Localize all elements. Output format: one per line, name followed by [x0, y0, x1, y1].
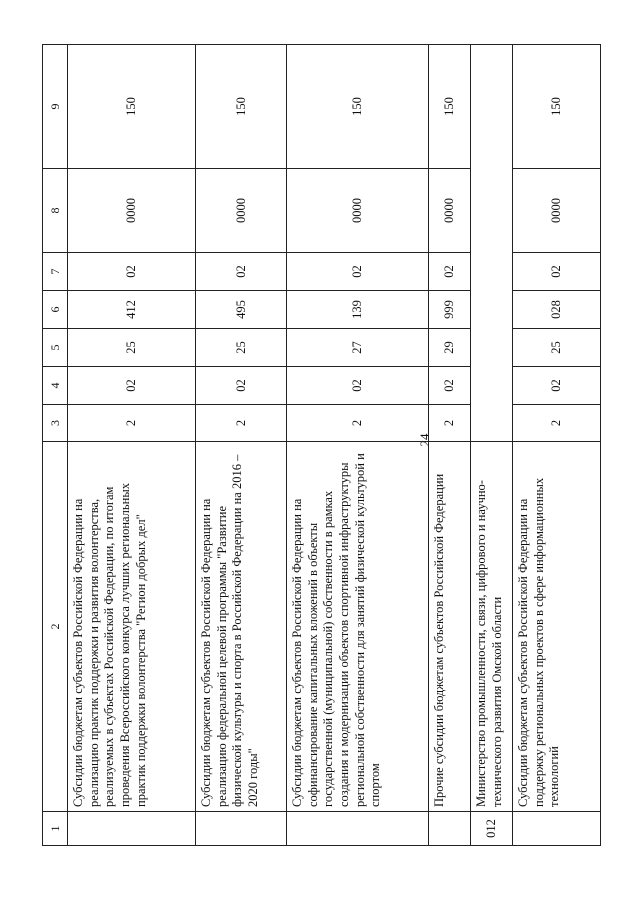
code-cell: 150 — [429, 45, 471, 169]
description-cell: Субсидии бюджетам субъектов Российской Федерации на реализацию практик поддержки и развития волонтерства, реализуемых в субъектах Российской Федерации, по итогам проведения Всероссийского конкурса лучших региональных практик поддержки волонтерства "Регион добрых дел" — [68, 442, 196, 812]
budget-classification-table — [42, 44, 601, 846]
code-cell: 02 — [429, 367, 471, 405]
admin-code-cell — [68, 812, 196, 846]
code-cell: 0000 — [429, 169, 471, 253]
table-row — [68, 45, 196, 846]
code-cell: 02 — [196, 253, 287, 291]
code-cell: 29 — [429, 329, 471, 367]
table-row — [196, 45, 287, 846]
code-cell: 02 — [196, 367, 287, 405]
table-row — [513, 45, 601, 846]
code-cell: 2 — [68, 405, 196, 442]
code-cell: 02 — [513, 253, 601, 291]
admin-code-cell — [287, 812, 429, 846]
description-cell: Прочие субсидии бюджетам субъектов Российской Федерации — [429, 442, 471, 812]
code-cell: 139 — [287, 291, 429, 329]
code-cell: 999 — [429, 291, 471, 329]
code-cell: 150 — [287, 45, 429, 169]
code-cell: 150 — [196, 45, 287, 169]
code-cell: 27 — [287, 329, 429, 367]
code-cell: 02 — [68, 367, 196, 405]
column-number: 5 — [43, 329, 68, 367]
column-number: 2 — [43, 442, 68, 812]
code-cell: 412 — [68, 291, 196, 329]
description-cell: Субсидии бюджетам субъектов Российской Федерации на реализацию федеральной целевой программы "Развитие физической культуры и спорта в Российской Федерации на 2016 – 2020 годы" — [196, 442, 287, 812]
code-cell: 02 — [513, 367, 601, 405]
rotated-table-frame — [42, 45, 599, 846]
column-number-row — [43, 45, 68, 846]
code-cell: 02 — [287, 253, 429, 291]
column-number: 7 — [43, 253, 68, 291]
code-cell: 25 — [196, 329, 287, 367]
code-cell: 02 — [287, 367, 429, 405]
description-cell: Субсидии бюджетам субъектов Российской Федерации на поддержку региональных проектов в сфере информационных технологий — [513, 442, 601, 812]
admin-code-cell — [196, 812, 287, 846]
column-number: 6 — [43, 291, 68, 329]
empty-code-span — [471, 45, 513, 442]
code-cell: 0000 — [196, 169, 287, 253]
code-cell: 02 — [68, 253, 196, 291]
code-cell: 0000 — [68, 169, 196, 253]
description-cell: Субсидии бюджетам субъектов Российской Федерации на софинансирование капитальных вложений в объекты государственной (муниципальной) собственности в рамках создания и модернизации объектов спортивной инфраструктуры региональной собственности для занятий физической культурой и спортом — [287, 442, 429, 812]
column-number: 8 — [43, 169, 68, 253]
page-number: 24 — [417, 433, 432, 447]
column-number: 1 — [43, 812, 68, 846]
table-row — [429, 45, 471, 846]
code-cell: 0000 — [513, 169, 601, 253]
admin-code-cell — [513, 812, 601, 846]
code-cell: 2 — [196, 405, 287, 442]
code-cell: 25 — [68, 329, 196, 367]
code-cell: 028 — [513, 291, 601, 329]
code-cell: 2 — [429, 405, 471, 442]
column-number: 3 — [43, 405, 68, 442]
admin-code-cell — [429, 812, 471, 846]
admin-code-cell: 012 — [471, 812, 513, 846]
column-number: 4 — [43, 367, 68, 405]
code-cell: 495 — [196, 291, 287, 329]
column-number: 9 — [43, 45, 68, 169]
table-row — [287, 45, 429, 846]
code-cell: 02 — [429, 253, 471, 291]
code-cell: 2 — [513, 405, 601, 442]
code-cell: 150 — [68, 45, 196, 169]
table-row — [471, 45, 513, 846]
code-cell: 0000 — [287, 169, 429, 253]
code-cell: 25 — [513, 329, 601, 367]
code-cell: 150 — [513, 45, 601, 169]
code-cell: 2 — [287, 405, 429, 442]
budget-table-container — [42, 45, 599, 846]
ministry-name-cell: Министерство промышленности, связи, цифрового и научно-технического развития Омской области — [471, 442, 513, 812]
